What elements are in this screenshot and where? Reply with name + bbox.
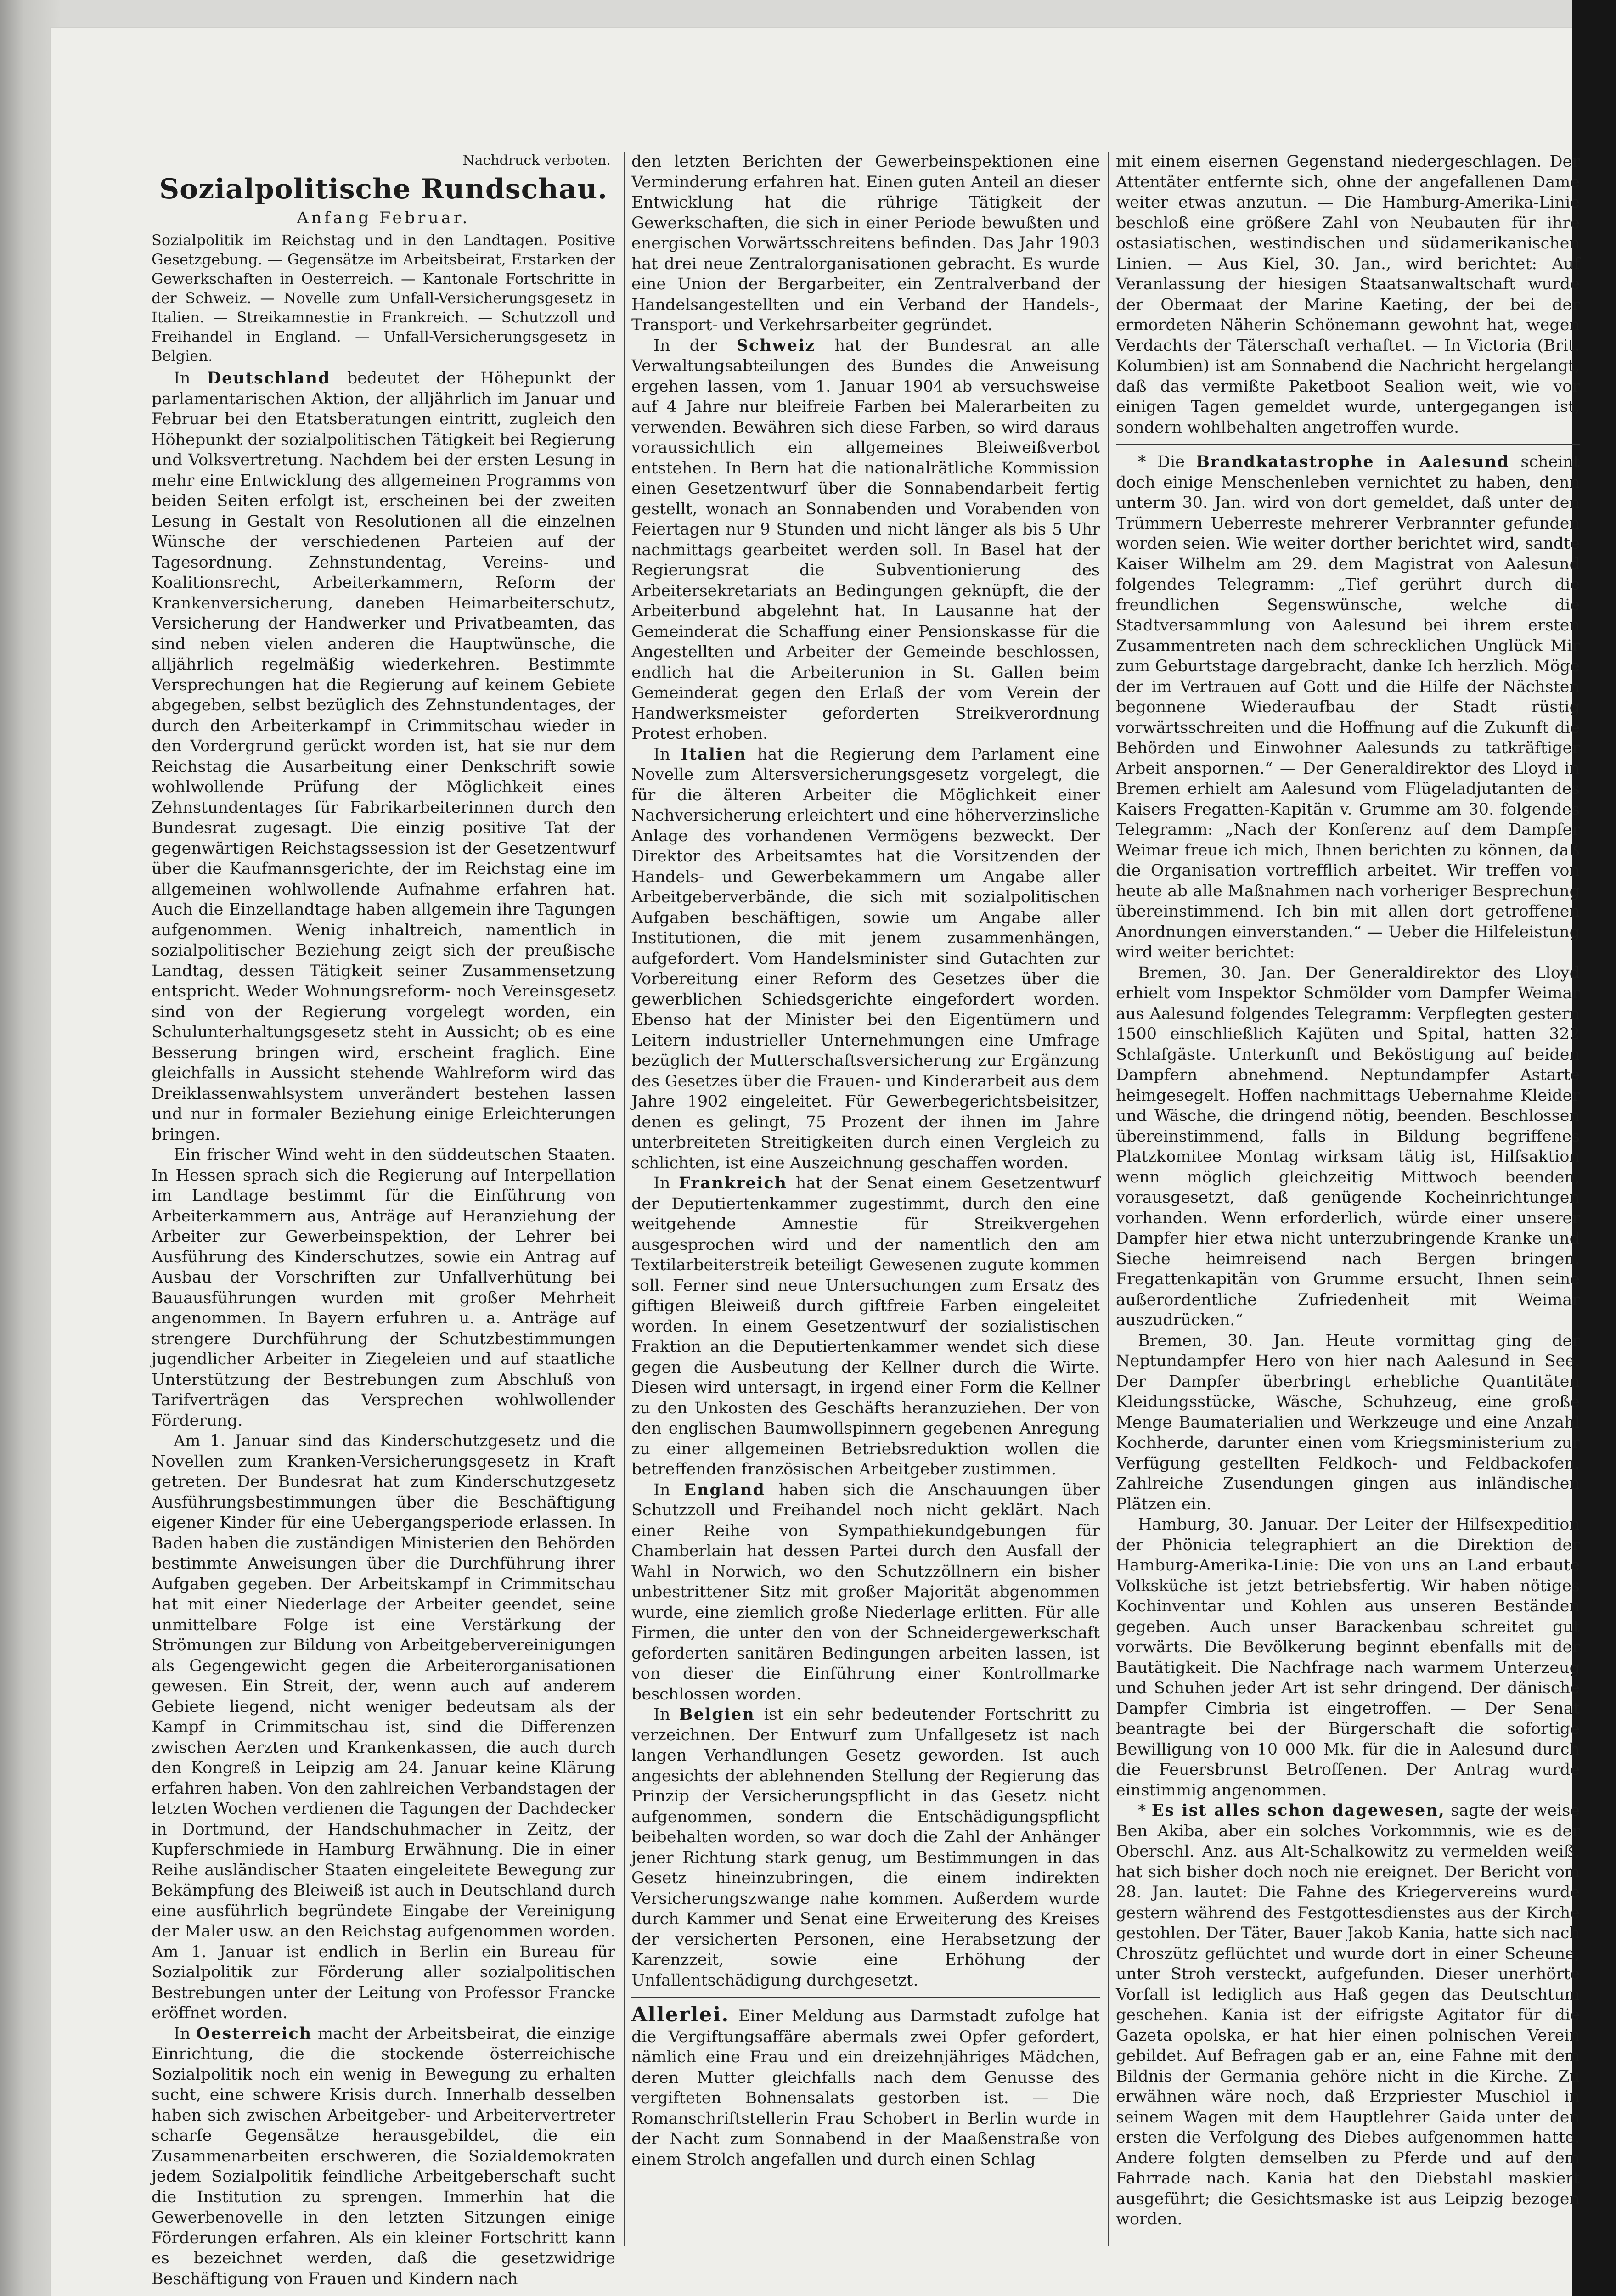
country-keyword: Schweiz (736, 336, 816, 355)
section-heading: Allerlei. (631, 2003, 730, 2026)
paragraph: In Italien hat die Regierung dem Parlament eine Novelle zum Altersversicherungsgesetz vorgelegt, die für die älteren Arbeiter die Möglichkeit einer Nachversicherung erleichtert und eine höherverzinsliche Anlage des vorhandenen Vermögens bezweckt. Der Direktor des Arbeitsamtes hat die Vorsitzenden der Handels- und Gewerbekammern um Angabe aller Arbeitgeberverbände, die sich mit sozialpolitischen Aufgaben beschäftigen, sowie um Angabe aller Institutionen, die mit jenem zusammenhängen, aufgefordert. Vom Handelsminister sind Gutachten zur Vorbereitung einer Reform des Gesetzes über die gewerblichen Schiedsgerichte eingefordert worden. Ebenso hat der Minister bei den Eigentümern und Leitern industrieller Unternehmungen eine Umfrage bezüglich der Mutterschaftsversicherung zur Ergänzung des Gesetzes über die Frauen- und Kinderarbeit aus dem Jahre 1902 eingeleitet. Für Gewerbegerichtsbeisitzer, denen es gelingt, 75 Prozent der ihnen im Jahre unterbreiteten Streitigkeiten durch einen Vergleich zu schlichten, ist eine Auszeichnung geschaffen worden. (631, 744, 1100, 1172)
article-subtitle: Anfang Februar. (297, 209, 470, 227)
paragraph: Am 1. Januar sind das Kinderschutzgesetz und die Novellen zum Kranken-Versicherungsgesetz in Kraft getreten. Der Bundesrat hat zum Kinderschutzgesetz Ausführungsbestimmungen über die Beschäftigung eigener Kinder für eine Uebergangsperiode erlassen. In Baden haben die zuständigen Ministerien den Behörden bestimmte Anweisungen über die Durchführung ihrer Aufgaben gegeben. Der Arbeitskampf in Crimmitschau hat mit einer Niederlage der Arbeiter geendet, seine unmittelbare Folge ist eine Verstärkung der Strömungen zur Bildung von Arbeitgebervereinigungen als Gegengewicht gegen die Arbeiterorganisationen gewesen. Ein Streit, der, wenn auch auf anderem Gebiete liegend, nicht weniger bedeutsam als der Kampf in Crimmitschau ist, sind die Differenzen zwischen Aerzten und Krankenkassen, die auch durch den Kongreß in Leipzig am 24. Januar keine Klärung erfahren haben. Von den zahlreichen Verbandstagen der letzten Wochen verdienen die Tagungen der Dachdecker in Dortmund, der Handschuhmacher in Zeitz, der Kupferschmiede in Hamburg Erwähnung. Die in einer Reihe ausländischer Staaten eingeleitete Bewegung zur Bekämpfung des Bleiweiß ist auch in Deutschland durch eine ausführlich begründete Eingabe der Vereinigung der Maler usw. an den Reichstag aufgenommen worden. Am 1. Januar ist endlich in Berlin ein Bureau für Sozialpolitik zur Förderung aller sozialpolitischen Bestrebungen unter der Leitung von Professor Francke eröffnet worden. (152, 1432, 615, 2022)
paragraph: den letzten Berichten der Gewerbeinspektionen eine Verminderung erfahren hat. Einen guten Anteil an dieser Entwicklung hat die rührige Tätigkeit der Gewerkschaften, die sich in einer Periode bewußten und energischen Vorwärtsschreitens befinden. Das Jahr 1903 hat drei neue Zentralorganisationen gebracht. Es wurde eine Union der Bergarbeiter, ein Zentralverband der Handelsangestellten und ein Verband der Handels-, Transport- und Verkehrsarbeiter gegründet. (631, 152, 1100, 334)
paragraph: Allerlei. Einer Meldung aus Darmstadt zufolge hat die Vergiftungsaffäre abermals zwei Opfer gefordert, nämlich eine Frau und ein dreizehnjähriges Mädchen, deren Mutter gleichfalls nach dem Genusse des vergifteten Bohnensalats gestorben ist. — Die Romanschriftstellerin Frau Schobert in Berlin wurde in der Nacht zum Sonnabend in der Maaßenstraße von einem Strolch angefallen und durch einen Schlag (631, 2003, 1100, 2169)
country-keyword: Oesterreich (196, 2024, 312, 2043)
country-keyword: Belgien (679, 1705, 755, 1724)
column-3 (1116, 152, 1580, 2255)
paragraph: In Belgien ist ein sehr bedeutender Fortschritt zu verzeichnen. Der Entwurf zum Unfallgesetz ist nach langen Verhandlungen Gesetz geworden. Ist auch angesichts der ablehnenden Stellung der Regierung das Prinzip der Versicherungspflicht in das Gesetz nicht aufgenommen, sondern die Entschädigungspflicht beibehalten worden, so war doch die Zahl der Anhänger jener Richtung stark genug, um Bestimmungen in das Gesetz hineinzubringen, die einem indirekten Versicherungszwange nahe kommen. Außerdem wurde durch Kammer und Senat eine Erweiterung des Kreises der versicherten Personen, eine Herabsetzung der Karenzzeit, sowie eine Erhöhung der Unfallentschädigung durchgesetzt. (631, 1705, 1100, 1990)
article-title: Sozialpolitische Rundschau. (159, 173, 608, 205)
paragraph: Bremen, 30. Jan. Heute vormittag ging der Neptundampfer Hero von hier nach Aalesund in See. Der Dampfer überbringt erhebliche Quantitäten Kleidungsstücke, Wäsche, Schuhzeug, eine große Menge Baumaterialien und Werkzeuge und eine Anzahl Kochherde, darunter einen vom Kriegsministerium zur Verfügung gestellten Feldkoch- und Feldbackofen. Zahlreiche Zusendungen gingen aus inländischen Plätzen ein. (1116, 1331, 1580, 1514)
section-divider (631, 1997, 1100, 1998)
column-rule (624, 152, 625, 2246)
paragraph: In Frankreich hat der Senat einem Gesetzentwurf der Deputiertenkammer zugestimmt, durch den eine weitgehende Amnestie für Streikvergehen ausgesprochen wird und der namentlich den am Textilarbeiterstreik beteiligt Gewesenen zugute kommen soll. Ferner sind neue Untersuchungen zum Ersatz des giftigen Bleiweiß durch giftfreie Farben eingeleitet worden. In einem Gesetzentwurf der sozialistischen Fraktion an die Deputiertenkammer wendet sich diese gegen die Ausbeutung der Kellner durch die Wirte. Diesen wird untersagt, in irgend einer Form die Kellner zu den Unkosten des Geschäfts heranzuziehen. Der von den englischen Baumwollspinnern gegebenen Anregung zu einer allgemeinen Betriebsreduktion wollen die betreffenden französischen Arbeitgeber zustimmen. (631, 1174, 1100, 1479)
paragraph: In Oesterreich macht der Arbeitsbeirat, die einzige Einrichtung, die die stockende österreichische Sozialpolitik noch ein wenig in Bewegung zu erhalten sucht, eine schwere Krisis durch. Innerhalb desselben haben sich zwischen Arbeitgeber- und Arbeitervertreter scharfe Gegensätze herausgebildet, die ein Zusammenarbeiten erschweren, die Sozialdemokraten jedem Sozialpolitik feindliche Arbeitgeberschaft sucht die Institution zu sprengen. Immerhin hat die Gewerbenovelle in den letzten Sitzungen einige Förderungen erfahren. Als ein kleiner Fortschritt kann es bezeichnet werden, daß die gesetzwidrige Beschäftigung von Frauen und Kindern nach (152, 2024, 615, 2288)
column-2 (631, 152, 1100, 2255)
country-keyword: Italien (681, 744, 747, 764)
paragraph: * Die Brandkatastrophe in Aalesund scheint doch einige Menschenleben vernichtet zu haben, denn unterm 30. Jan. wird von dort gemeldet, daß unter den Trümmern Ueberreste mehrerer Verbrannter gefunden worden seien. Wie weiter dorther berichtet wird, sandte Kaiser Wilhelm am 29. dem Magistrat von Aalesund folgendes Telegramm: „Tief gerührt durch die freundlichen Segenswünsche, welche die Stadtversammlung von Aalesund bei ihrem ersten Zusammentreten nach dem schrecklichen Unglück Mir zum Geburtstage dargebracht, danke Ich herzlich. Möge der im Vertrauen auf Gott und die Hilfe der Nächsten begonnene Wiederaufbau der Stadt rüstig vorwärtsschreiten und die Hoffnung auf die Zukunft die Behörden und Einwohner Aalesunds zu tatkräftiger Arbeit anspornen.“ — Der Generaldirektor des Lloyd in Bremen erhielt am Aalesund vom Flügeladjutanten des Kaisers Fregatten-Kapitän v. Grumme am 30. folgendes Telegramm: „Nach der Konferenz auf dem Dampfer Weimar freue ich mich, Ihnen berichten zu können, daß die Organisation vortrefflich arbeitet. Wir treffen von heute ab alle Maßnahmen nach vorheriger Besprechung übereinstimmend. Ich bin mit allen dort getroffenen Anordnungen einverstanden.“ — Ueber die Hilfeleistung wird weiter berichtet: (1116, 452, 1580, 962)
paragraph: In der Schweiz hat der Bundesrat an alle Verwaltungsabteilungen des Bundes die Anweisung ergehen lassen, vom 1. Januar 1904 ab versuchsweise auf 4 Jahre nur bleifreie Farben bei Malerarbeiten zu verwenden. Bewähren sich diese Farben, so wird daraus voraussichtlich ein allgemeines Bleiweißverbot entstehen. In Bern hat die nationalrätliche Kommission einen Gesetzentwurf über die Sonnabendarbeit fertig gestellt, wonach an Sonnabenden und Vorabenden von Feiertagen nur 9 Stunden und nicht länger als bis 5 Uhr nachmittags gearbeitet werden soll. In Basel hat der Regierungsrat die Subventionierung des Arbeitersekretariats an Bedingungen geknüpft, die der Arbeiterbund abgelehnt hat. In Lausanne hat der Gemeinderat die Schaffung einer Pensionskasse für die Angestellten und Arbeiter der Gemeinde beschlossen, endlich hat die Arbeiterunion in St. Gallen beim Gemeinderat gegen den Erlaß der vom Verein der Handwerksmeister geforderten Streikverordnung Protest erhoben. (631, 336, 1100, 743)
section-divider (1116, 444, 1580, 445)
reprint-note: Nachdruck verboten. (462, 152, 611, 169)
country-keyword: Frankreich (679, 1174, 787, 1193)
paragraph: Bremen, 30. Jan. Der Generaldirektor des Lloyd erhielt vom Inspektor Schmölder vom Dampfer Weimar aus Aalesund folgendes Telegramm: Verpflegten gestern 1500 einschließlich Kajüten und Spital, hatten 322 Schlafgäste. Unterkunft und Beköstigung auf beiden Dampfern abnehmend. Neptundampfer Astarte heimgesegelt. Hoffen nachmittags Uebernahme Kleider und Wäsche, die dringend nötig, beenden. Beschlossen übereinstimmend, falls in Bildung begriffenes Platzkomitee Montag wirksam tätig ist, Hilfsaktion wenn möglich gleichzeitig Mittwoch beenden, vorausgesetzt, daß genügende Kocheinrichtungen vorhanden. Wenn erforderlich, würde einer unserer Dampfer hier etwa nicht unterzubringende Kranke und Sieche heimreisend nach Bergen bringen. Fregattenkapitän von Grumme ersucht, Ihnen seine außerordentliche Zufriedenheit mit Weimar auszudrücken.“ (1116, 963, 1580, 1329)
country-keyword: England (684, 1480, 765, 1499)
column-1 (152, 152, 615, 2288)
paragraph: Hamburg, 30. Januar. Der Leiter der Hilfsexpedition der Phönicia telegraphiert an die Direktion der Hamburg-Amerika-Linie: Die von uns an Land erbaute Volksküche ist jetzt betriebsfertig. Wir haben nötiges Kochinventar und Kohlen aus unseren Beständen gegeben. Auch unser Barackenbau schreitet gut vorwärts. Die Bevölkerung beginnt ebenfalls mit der Bautätigkeit. Die Nachfrage nach warmem Unterzeug und Schuhen jeder Art ist sehr dringend. Der dänische Dampfer Cimbria ist eingetroffen. — Der Senat beantragte bei der Bürgerschaft die sofortige Bewilligung von 10 000 Mk. für die in Aalesund durch die Feuersbrunst Betroffenen. Der Antrag wurde einstimmig angenommen. (1116, 1515, 1580, 1800)
column-rule (1108, 152, 1109, 2246)
paragraph: In Deutschland bedeutet der Höhepunkt der parlamentarischen Aktion, der alljährlich im Januar und Februar bei den Etatsberatungen eintritt, zugleich den Höhepunkt der sozialpolitischen Tätigkeit bei Regierung und Volksvertretung. Nachdem bei der ersten Lesung in mehr eine Entwicklung des allgemeinen Programms von beiden Seiten erfolgt ist, erscheinen bei der zweiten Lesung in Gestalt von Resolutionen all die einzelnen Wünsche der verschiedenen Parteien auf der Tagesordnung. Zehnstundentag, Vereins- und Koalitionsrecht, Arbeiterkammern, Reform der Krankenversicherung, daneben Heimarbeiterschutz, Versicherung der Handwerker und Privatbeamten, das sind neben vielen anderen die Hauptwünsche, die alljährlich regelmäßig wiederkehren. Bestimmte Versprechungen hat die Regierung auf keinem Gebiete abgegeben, selbst bezüglich des Zehnstundentages, der durch den Arbeiterkampf in Crimmitschau wieder in den Vordergrund gerückt worden ist, hat sie nur dem Reichstag die Ausarbeitung einer Denkschrift sowie wohlwollende Prüfung der Möglichkeit eines Zehnstundentages für Fabrikarbeiterinnen durch den Bundesrat zugesagt. Die einzig positive Tat der gegenwärtigen Reichstagssession ist der Gesetzentwurf über die Kaufmannsgerichte, der im Reichstag eine im allgemeinen wohlwollende Aufnahme erfahren hat. Auch die Einzellandtage haben allgemein ihre Tagungen aufgenommen. Wenig inhaltreich, namentlich in sozialpolitischer Beziehung zeigt sich der preußische Landtag, dessen Tätigkeit seiner Zusammensetzung entspricht. Weder Wohnungsreform- noch Vereinsgesetz sind von der Regierung vorgelegt worden, ein Schulunterhaltungsgesetz steht in Aussicht; ob es eine Besserung bringen wird, erscheint fraglich. Eine gleichfalls in Aussicht stehende Wahlreform wird das Dreiklassenwahlsystem unverändert bestehen lassen und nur in formaler Beziehung einige Erleichterungen bringen. (152, 369, 615, 1144)
headline-keyword: Brandkatastrophe in Aalesund (1196, 452, 1509, 471)
paragraph: mit einem eisernen Gegenstand niedergeschlagen. Der Attentäter entfernte sich, ohne der angefallenen Dame weiter etwas anzutun. — Die Hamburg-Amerika-Linie beschloß eine größere Zahl von Neubauten für ihre ostasiatischen, westindischen und südamerikanischen Linien. — Aus Kiel, 30. Jan., wird berichtet: Auf Veranlassung der hiesigen Staatsanwaltschaft wurde der Obermaat der Marine Kaeting, der bei der ermordeten Näherin Schönemann gewohnt hat, wegen Verdachts der Täterschaft verhaftet. — In Victoria (Brit. Kolumbien) ist am Sonnabend die Nachricht hergelangt, daß das vermißte Paketboot Sealion weit, wie vor einigen Tagen gemeldet wurde, untergegangen ist, sondern wohlbehalten angetroffen wurde. (1116, 152, 1580, 437)
article-summary: Sozialpolitik im Reichstag und in den Landtagen. Positive Gesetzgebung. — Gegensätze im Arbeitsbeirat, Erstarken der Gewerkschaften in Oesterreich. — Kantonale Fortschritte in der Schweiz. — Novelle zum Unfall-Versicherungsgesetz in Italien. — Streikamnestie in Frankreich. — Schutzzoll und Freihandel in England. — Unfall-Versicherungsgesetz in Belgien. (152, 231, 615, 365)
country-keyword: Deutschland (207, 369, 331, 388)
headline-keyword: Es ist alles schon dagewesen, (1151, 1801, 1445, 1820)
paragraph: Ein frischer Wind weht in den süddeutschen Staaten. In Hessen sprach sich die Regierung auf Interpellation im Landtage bestimmt für die Einführung von Arbeiterkammern aus, Anträge auf Heranziehung der Arbeiter zur Gewerbeinspektion, der Lehrer bei Ausführung des Kinderschutzes, sowie ein Antrag auf Ausbau der Vorschriften zur Unfallverhütung bei Bauausführungen wurden mit großer Mehrheit angenommen. In Bayern erfuhren u. a. Anträge auf strengere Durchführung der Schutzbestimmungen jugendlicher Arbeiter in Ziegeleien und auf staatliche Unterstützung der Bestrebungen zum Abschluß von Tarifverträgen das Versprechen wohlwollender Förderung. (152, 1146, 615, 1430)
paragraph: In England haben sich die Anschauungen über Schutzzoll und Freihandel noch nicht geklärt. Nach einer Reihe von Sympathiekundgebungen für Chamberlain hat dessen Partei durch den Ausfall der Wahl in Norwich, wo den Schutzzöllnern ein bisher unbestrittener Sitz mit großer Majorität abgenommen wurde, eine ziemlich große Niederlage erlitten. Für alle Firmen, die unter den von der Schneidergewerkschaft geforderten sanitären Bedingungen arbeiten lassen, ist von dieser die Einführung einer Kontrollmarke beschlossen worden. (631, 1480, 1100, 1704)
paragraph: * Es ist alles schon dagewesen, sagte der weise Ben Akiba, aber ein solches Vorkommnis, wie es der Oberschl. Anz. aus Alt-Schalkowitz zu vermelden weiß, hat sich bisher doch noch nie ereignet. Der Bericht vom 28. Jan. lautet: Die Fahne des Kriegervereins wurde gestern während des Festgottesdienstes aus der Kirche gestohlen. Der Täter, Bauer Jakob Kania, hatte sich nach Chroszütz geflüchtet und wurde dort in einer Scheune, unter Stroh versteckt, aufgefunden. Dieser unerhörte Vorfall ist lediglich aus Haß gegen das Deutschtum geschehen. Kania ist der eifrigste Agitator für die Gazeta opolska, er hat hier einen polnischen Verein gebildet. Auf Befragen gab er an, eine Fahne mit dem Bildnis der Germania gehöre nicht in die Kirche. Zu erwähnen wäre noch, daß Erzpriester Muschiol in seinem Wagen mit dem Hauptlehrer Gaida unter den ersten die Verfolgung des Diebes aufgenommen hatte. Andere folgten demselben zu Pferde und auf dem Fahrrade nach. Kania hat den Diebstahl maskiert ausgeführt; die Gesichtsmaske ist aus Leipzig bezogen worden. (1116, 1801, 1580, 2228)
